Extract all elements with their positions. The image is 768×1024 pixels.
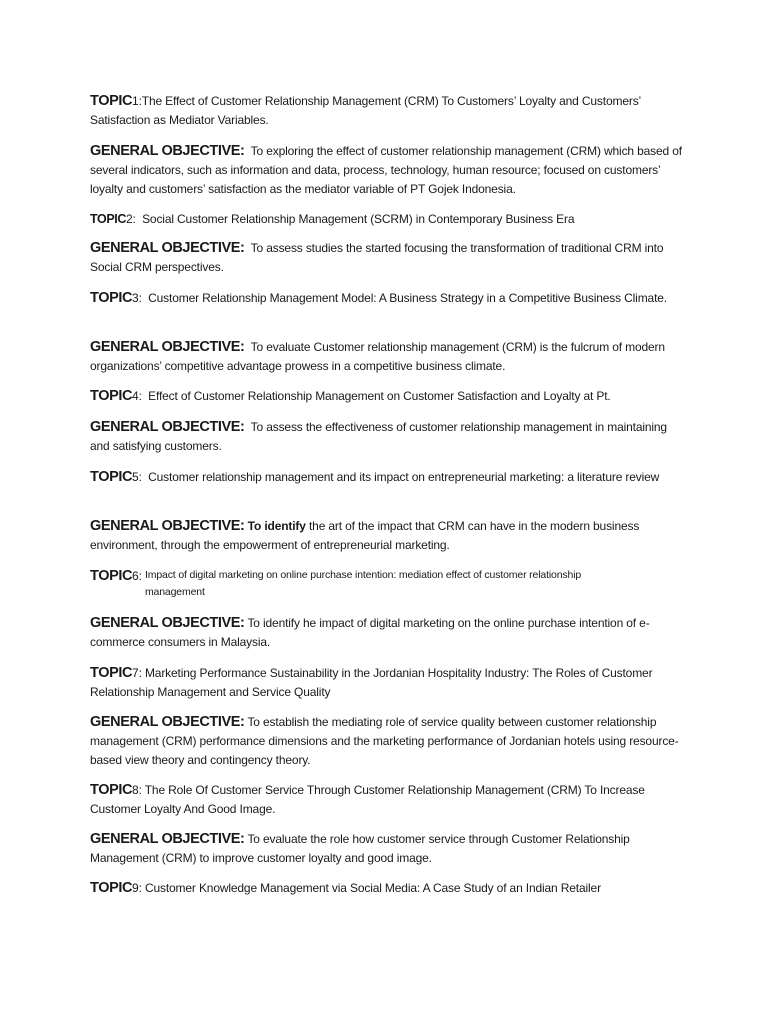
objective-label: GENERAL OBJECTIVE: bbox=[90, 831, 245, 847]
topic-4 bbox=[90, 387, 682, 406]
topic-separator: : bbox=[138, 291, 149, 305]
objective-text: To evaluate the role how customer service through Customer Relationship Management (CRM) to improve customer loyalty and good image. bbox=[90, 832, 630, 865]
topic-title: Customer Relationship Management Model: A Business Strategy in a Competitive Business Climate. bbox=[148, 291, 667, 305]
topic-separator: : bbox=[132, 212, 143, 226]
topic-3 bbox=[90, 289, 682, 308]
objective-text: To assess the effectiveness of customer relationship management in maintaining and satisfying customers. bbox=[90, 420, 667, 453]
topic-separator: : bbox=[138, 666, 145, 680]
topic-label: TOPIC bbox=[90, 290, 133, 306]
topic-title: The Effect of Customer Relationship Management (CRM) To Customers’ Loyalty and Customers’ Satisfaction as Mediator Variables. bbox=[90, 94, 641, 127]
topic-separator: : bbox=[138, 569, 145, 583]
topic-label: TOPIC bbox=[90, 568, 133, 584]
topic-5 bbox=[90, 468, 682, 487]
topic-number: 9 bbox=[132, 881, 139, 895]
topic-number: 1 bbox=[132, 94, 139, 108]
topic-title: Effect of Customer Relationship Management on Customer Satisfaction and Loyalty at Pt. bbox=[148, 389, 611, 403]
topic-number: 4 bbox=[132, 389, 139, 403]
topic-separator: : bbox=[138, 783, 145, 797]
topic-separator: : bbox=[138, 470, 149, 484]
objective-label: GENERAL OBJECTIVE: bbox=[90, 339, 245, 355]
topic-label: TOPIC bbox=[90, 665, 133, 681]
objective-4 bbox=[90, 418, 682, 456]
topic-label: TOPIC bbox=[90, 388, 133, 404]
topic-number: 8 bbox=[132, 783, 139, 797]
topic-8 bbox=[90, 781, 682, 819]
objective-label: GENERAL OBJECTIVE: bbox=[90, 714, 245, 730]
topic-number: 5 bbox=[132, 470, 139, 484]
topic-number: 2 bbox=[125, 212, 133, 226]
topic-number: 3 bbox=[132, 291, 139, 305]
objective-8 bbox=[90, 830, 682, 868]
objective-label: GENERAL OBJECTIVE: bbox=[90, 143, 245, 159]
objective-1 bbox=[90, 142, 682, 199]
objective-6 bbox=[90, 614, 682, 652]
objective-text: To evaluate Customer relationship management (CRM) is the fulcrum of modern organizations’ competitive advantage prowess in a competitive business climate. bbox=[90, 340, 665, 373]
topic-6 bbox=[90, 567, 682, 601]
topic-label: TOPIC bbox=[90, 93, 133, 109]
objective-text: To establish the mediating role of service quality between customer relationship management (CRM) performance dimensions and the marketing performance of Jordanian hotels using resource-based view theory and contingency theory. bbox=[90, 715, 679, 767]
topic-title: The Role Of Customer Service Through Customer Relationship Management (CRM) To Increase Customer Loyalty And Good Image. bbox=[90, 783, 645, 816]
objective-text: To assess studies the started focusing the transformation of traditional CRM into Social CRM perspectives. bbox=[90, 241, 664, 274]
topic-number: 7 bbox=[132, 666, 139, 680]
topic-label: TOPIC bbox=[90, 469, 133, 485]
topic-separator: : bbox=[138, 94, 142, 108]
objective-label: GENERAL OBJECTIVE: bbox=[90, 518, 245, 534]
topic-title: Marketing Performance Sustainability in the Jordanian Hospitality Industry: The Roles of Customer Relationship Management and Service Quality bbox=[90, 666, 653, 699]
topic-separator: : bbox=[138, 881, 145, 895]
topic-label: TOPIC bbox=[90, 212, 126, 226]
topic-2 bbox=[90, 210, 682, 229]
objective-7 bbox=[90, 713, 682, 770]
objective-2 bbox=[90, 239, 682, 277]
topic-title: Impact of digital marketing on online purchase intention: mediation effect of customer relationship management bbox=[144, 569, 582, 598]
objective-text: To exploring the effect of customer relationship management (CRM) which based of several indicators, such as information and data, process, technology, human resource; focused on customers’ loyalty and customers’ satisfaction as the mediator variable of PT Gojek Indonesia. bbox=[90, 144, 682, 196]
objective-5 bbox=[90, 517, 682, 555]
topic-number: 6 bbox=[132, 569, 139, 583]
objective-3 bbox=[90, 338, 682, 376]
topic-9 bbox=[90, 879, 682, 898]
topic-title: Customer relationship management and its impact on entrepreneurial marketing: a literature review bbox=[148, 470, 660, 484]
topic-label: TOPIC bbox=[90, 782, 133, 798]
objective-text: To identify he impact of digital marketing on the online purchase intention of e-commerce consumers in Malaysia. bbox=[90, 616, 650, 649]
topic-separator: : bbox=[138, 389, 149, 403]
objective-label: GENERAL OBJECTIVE: bbox=[90, 615, 245, 631]
topic-1 bbox=[90, 92, 682, 130]
topic-title: Social Customer Relationship Management (SCRM) in Contemporary Business Era bbox=[142, 212, 575, 226]
topic-label: TOPIC bbox=[90, 880, 133, 896]
topic-7 bbox=[90, 664, 682, 702]
objective-label: GENERAL OBJECTIVE: bbox=[90, 240, 245, 256]
objective-lead: To identify bbox=[247, 519, 306, 533]
topic-title: Customer Knowledge Management via Social Media: A Case Study of an Indian Retailer bbox=[144, 881, 601, 895]
objective-label: GENERAL OBJECTIVE: bbox=[90, 419, 245, 435]
objective-text: the art of the impact that CRM can have in the modern business environment, through the empowerment of entrepreneurial marketing. bbox=[90, 519, 640, 552]
